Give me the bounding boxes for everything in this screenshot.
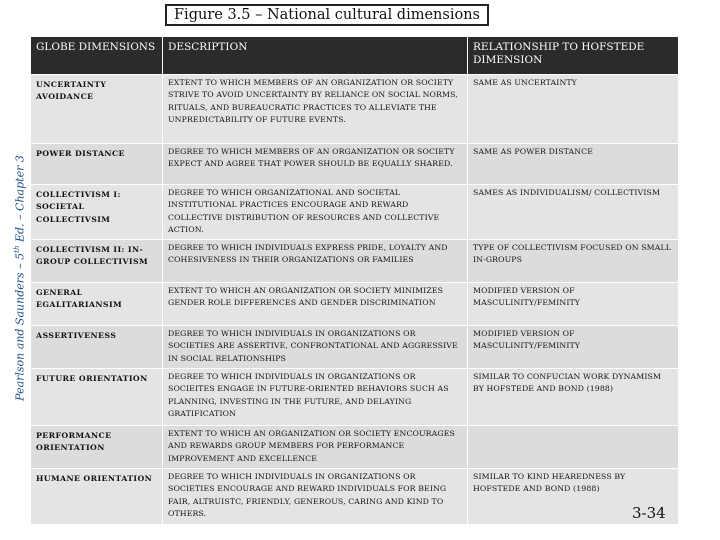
description-cell: DEGREE TO WHICH MEMBERS OF AN ORGANIZATION OR SOCIETY EXPECT AND AGREE THAT POWER SHOULD BE EQUALLY SHARED. <box>163 144 468 185</box>
side-label: Pearlson and Saunders – 5th Ed. – Chapter 3 <box>13 155 27 401</box>
relationship-cell: MODIFIED VERSION OF MASCULINITY/FEMINITY <box>468 326 679 369</box>
dimension-cell: ASSERTIVENESS <box>31 326 163 369</box>
dimensions-table <box>30 36 679 525</box>
description-cell: DEGREE TO WHICH INDIVIDUALS IN ORGANIZATIONS OR SOCIEITES ENGAGE IN FUTURE-ORIENTED BEHAVIORS SUCH AS PLANNING, INVESTING IN THE FUTURE, AND DELAYING GRATIFICATION <box>163 369 468 426</box>
dimension-cell: FUTURE ORIENTATION <box>31 369 163 426</box>
dimension-cell: COLLECTIVISM I: SOCIETAL COLLECTIVSIM <box>31 185 163 240</box>
relationship-cell: SAME AS POWER DISTANCE <box>468 144 679 185</box>
table-row <box>31 75 679 144</box>
dimension-cell: GENERAL EGALITARIANSIM <box>31 283 163 326</box>
description-cell: DEGREE TO WHICH ORGANIZATIONAL AND SOCIETAL INSTITUTIONAL PRACTICES ENCOURAGE AND REWARD COLLECTIVE DISTRIBUTION OF RESOURCES AND COLLECTIVE ACTION. <box>163 185 468 240</box>
page-number: 3-34 <box>632 504 666 522</box>
table-row <box>31 240 679 283</box>
table-row <box>31 283 679 326</box>
description-cell: DEGREE TO WHICH INDIVIDUALS EXPRESS PRIDE, LOYALTY AND COHESIVENESS IN THEIR ORGANIZATIONS OR FAMILIES <box>163 240 468 283</box>
relationship-cell: SAMES AS INDIVIDUALISM/ COLLECTIVISM <box>468 185 679 240</box>
description-cell: EXTENT TO WHICH AN ORGANIZATION OR SOCIETY ENCOURAGES AND REWARDS GROUP MEMBERS FOR PERFORMANCE IMPROVEMENT AND EXCELLENCE <box>163 426 468 469</box>
table-row <box>31 185 679 240</box>
description-cell: DEGREE TO WHICH INDIVIDUALS IN ORGANIZATIONS OR SOCIETIES ARE ASSERTIVE, CONFRONTATIONAL AND AGGRESSIVE IN SOCIAL RELATIONSHIPS <box>163 326 468 369</box>
header-globe-dimensions: GLOBE DIMENSIONS <box>31 37 163 75</box>
table-row <box>31 144 679 185</box>
dimension-cell: PERFORMANCE ORIENTATION <box>31 426 163 469</box>
table-row <box>31 369 679 426</box>
dimension-cell: POWER DISTANCE <box>31 144 163 185</box>
description-cell: EXTENT TO WHICH AN ORGANIZATION OR SOCIETY MINIMIZES GENDER ROLE DIFFERENCES AND GENDER DISCRIMINATION <box>163 283 468 326</box>
description-cell: EXTENT TO WHICH MEMBERS OF AN ORGANIZATION OR SOCIETY STRIVE TO AVOID UNCERTAINTY BY RELIANCE ON SOCIAL NORMS, RITUALS, AND BUREAUCRATIC PRACTICES TO ALLEVIATE THE UNPREDICTABILITY OF FUTURE EVENTS. <box>163 75 468 144</box>
relationship-cell: SIMILAR TO CONFUCIAN WORK DYNAMISM BY HOFSTEDE AND BOND (1988) <box>468 369 679 426</box>
header-relationship: RELATIONSHIP TO HOFSTEDE DIMENSION <box>468 37 679 75</box>
relationship-cell: SIMILAR TO KIND HEAREDNESS BY HOFSTEDE AND BOND (1988) <box>468 469 679 525</box>
dimension-cell: HUMANE ORIENTATION <box>31 469 163 525</box>
relationship-cell: MODIFIED VERSION OF MASCULINITY/FEMINITY <box>468 283 679 326</box>
table-row <box>31 326 679 369</box>
relationship-cell: TYPE OF COLLECTIVISM FOCUSED ON SMALL IN-GROUPS <box>468 240 679 283</box>
figure-title: Figure 3.5 – National cultural dimensions <box>165 4 489 26</box>
header-description: DESCRIPTION <box>163 37 468 75</box>
description-cell: DEGREE TO WHICH INDIVIDUALS IN ORGANIZATIONS OR SOCIETIES ENCOURAGE AND REWARD INDIVIDUALS FOR BEING FAIR, ALTRUISTC, FRIENDLY, GENEROUS, CARING AND KIND TO OTHERS. <box>163 469 468 525</box>
relationship-cell: SAME AS UNCERTAINTY <box>468 75 679 144</box>
relationship-cell <box>468 426 679 469</box>
table-row <box>31 426 679 469</box>
table-header-row <box>31 37 679 75</box>
table-row <box>31 469 679 525</box>
dimension-cell: COLLECTIVISM II: IN-GROUP COLLECTIVISM <box>31 240 163 283</box>
dimension-cell: UNCERTAINTY AVOIDANCE <box>31 75 163 144</box>
